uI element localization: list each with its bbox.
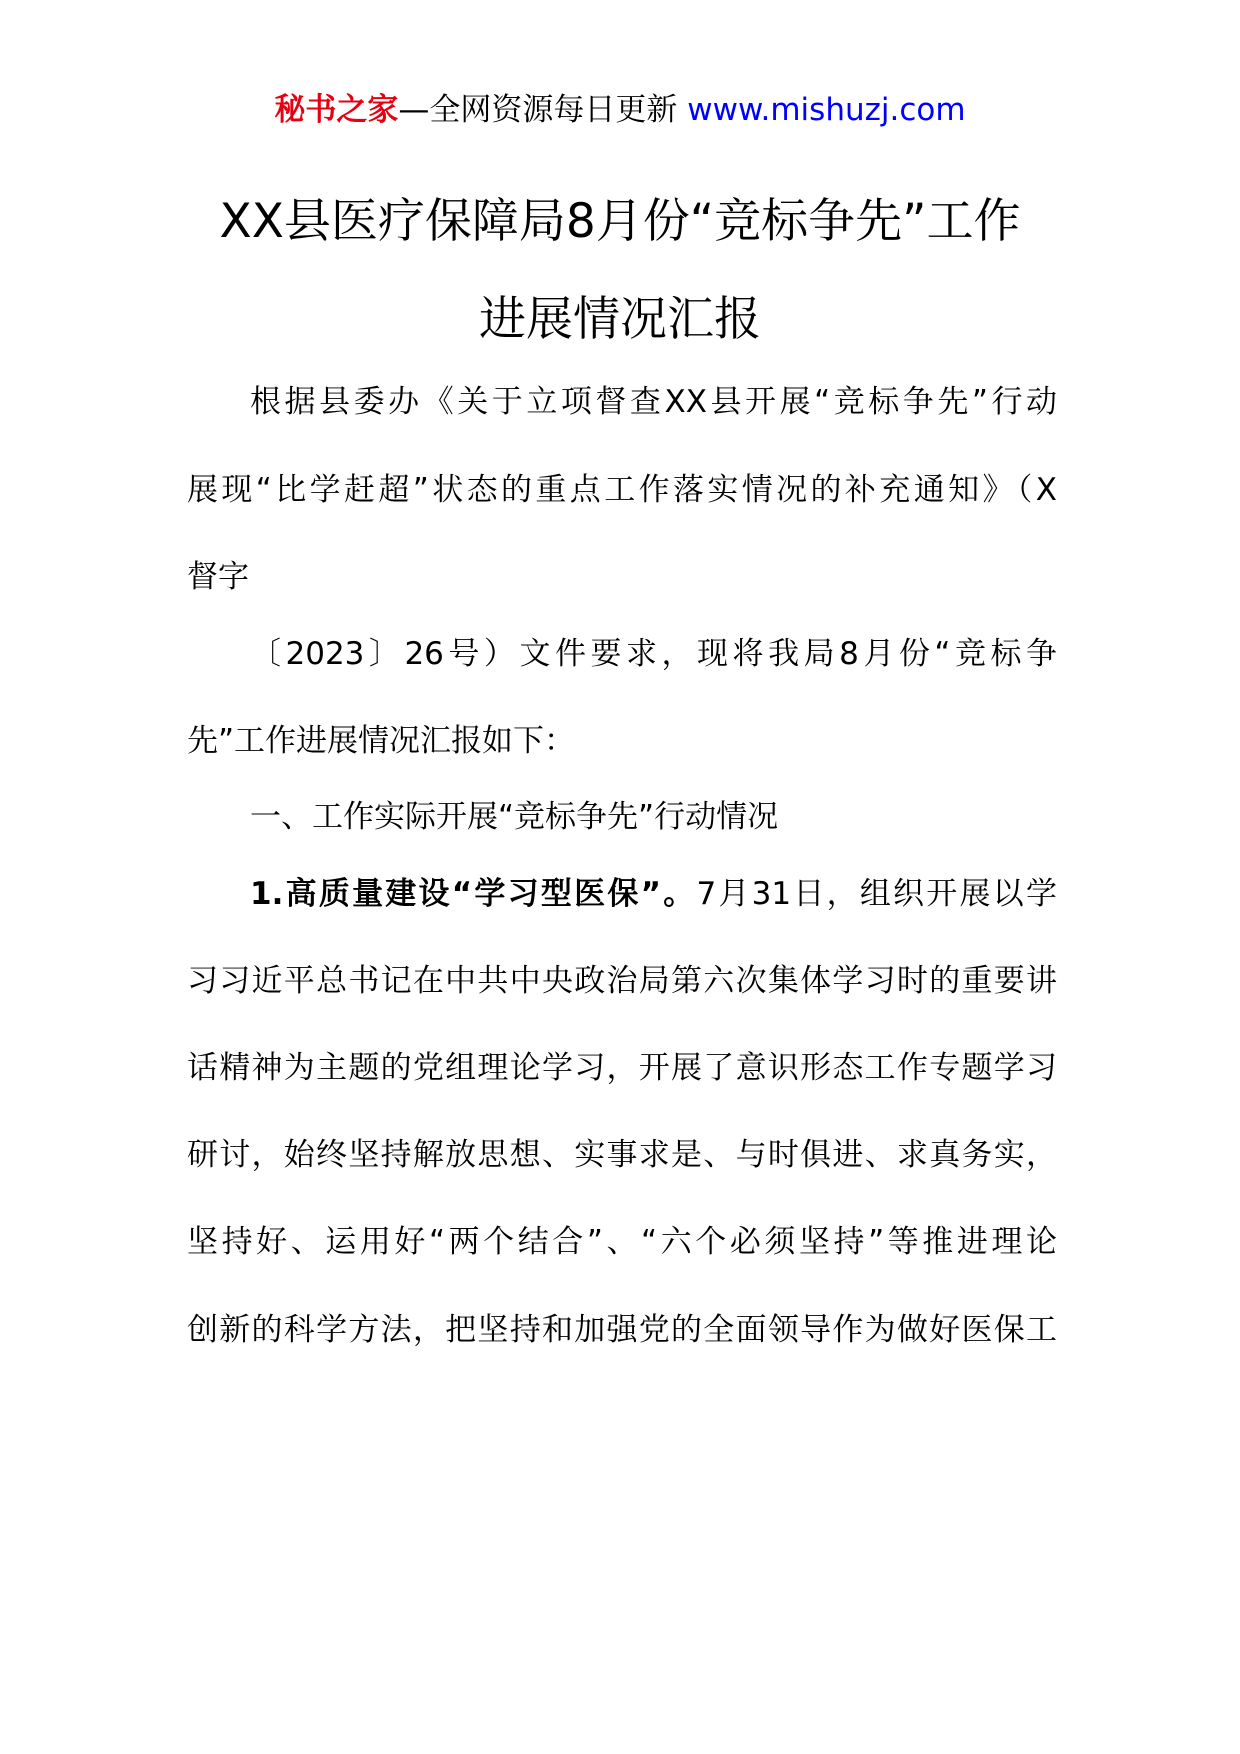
site-banner [0, 90, 1240, 130]
paragraph-3-line-4: 研讨，始终坚持解放思想、实事求是、与时俱进、求真务实， [187, 1137, 1057, 1173]
banner-url-link[interactable]: www.mishuzj.com [687, 92, 966, 128]
document-title-line-2: 进展情况汇报 [479, 292, 761, 347]
paragraph-2-line-1: 〔2023〕26号）文件要求，现将我局8月份“竞标争 [250, 636, 1057, 672]
paragraph-3-line-5: 坚持好、运用好“两个结合”、“六个必须坚持”等推进理论 [187, 1224, 1057, 1260]
paragraph-2-line-2: 先”工作进展情况汇报如下： [187, 723, 576, 759]
paragraph-1-line-3: 督字 [187, 559, 249, 595]
paragraph-3-line-3: 话精神为主题的党组理论学习，开展了意识形态工作专题学习 [187, 1050, 1057, 1086]
document-title-line-1: XX县医疗保障局8月份“竞标争先”工作 [219, 194, 1021, 249]
paragraph-1-line-1: 根据县委办《关于立项督查XX县开展“竞标争先”行动 [250, 384, 1057, 420]
paragraph-1-line-2: 展现“比学赶超”状态的重点工作落实情况的补充通知》（X [187, 472, 1057, 508]
banner-slogan: —全网资源每日更新 [398, 92, 688, 128]
section-heading-1: 一、工作实际开展“竞标争先”行动情况 [250, 799, 779, 835]
paragraph-3-first-line-rest: 7月31日，组织开展以学 [696, 876, 1058, 912]
paragraph-3-lead: 1.高质量建设“学习型医保”。 [250, 876, 697, 912]
paragraph-3-line-6: 创新的科学方法，把坚持和加强党的全面领导作为做好医保工 [187, 1312, 1057, 1348]
banner-brand: 秘书之家 [274, 92, 399, 128]
paragraph-3-line-2: 习习近平总书记在中共中央政治局第六次集体学习时的重要讲 [187, 963, 1057, 999]
paragraph-3-line-1 [250, 874, 1057, 914]
